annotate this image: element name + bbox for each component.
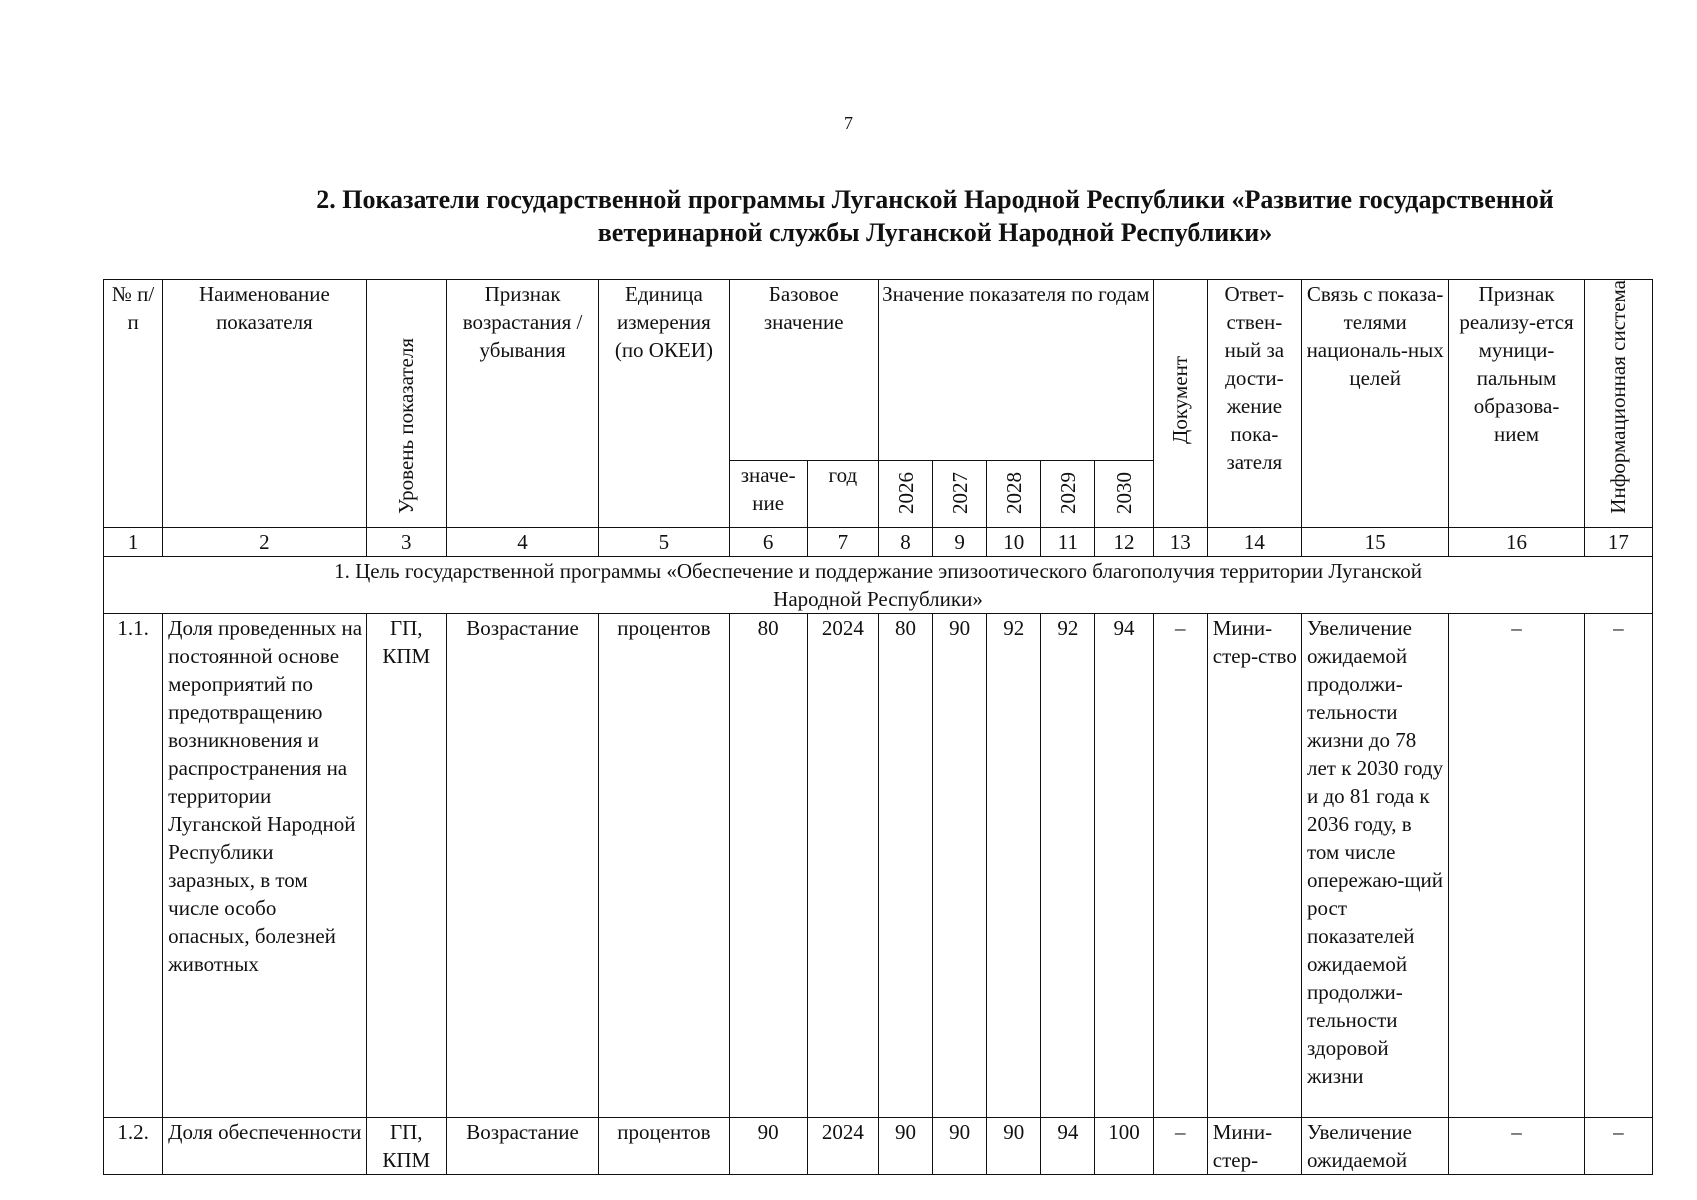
col-num: 12 bbox=[1095, 527, 1153, 556]
header-info-system bbox=[1584, 280, 1652, 528]
col-num: 15 bbox=[1301, 527, 1448, 556]
title-line-1: 2. Показатели государственной программы Луганской Народной Республики «Развитие государственной bbox=[316, 185, 1554, 214]
col-num: 1 bbox=[104, 527, 163, 556]
row-base-year: 2024 bbox=[807, 1117, 878, 1174]
indicators-table bbox=[103, 279, 1653, 1175]
row-unit: процентов bbox=[599, 1117, 729, 1174]
header-document bbox=[1153, 280, 1207, 528]
header-base-value: значе-ние bbox=[729, 460, 807, 527]
row-document: – bbox=[1153, 1117, 1207, 1174]
header-name: Наименование показателя bbox=[163, 280, 367, 528]
row-base-year: 2024 bbox=[807, 613, 878, 1117]
header-trend: Признак возрастания / убывания bbox=[446, 280, 598, 528]
year-2030-label: 2030 bbox=[1112, 471, 1137, 514]
row-document: – bbox=[1153, 613, 1207, 1117]
col-num: 11 bbox=[1041, 527, 1095, 556]
page-number: 7 bbox=[844, 113, 853, 133]
header-year-2026 bbox=[878, 460, 932, 527]
col-num: 2 bbox=[163, 527, 367, 556]
row-2029: 94 bbox=[1041, 1117, 1095, 1174]
col-num: 6 bbox=[729, 527, 807, 556]
col-num: 8 bbox=[878, 527, 932, 556]
row-base-value: 80 bbox=[729, 613, 807, 1117]
row-2026: 90 bbox=[878, 1117, 932, 1174]
row-trend: Возрастание bbox=[446, 613, 598, 1117]
header-num: № п/п bbox=[104, 280, 163, 528]
col-num: 9 bbox=[933, 527, 987, 556]
col-num: 13 bbox=[1153, 527, 1207, 556]
col-num: 16 bbox=[1449, 527, 1584, 556]
document-title bbox=[215, 183, 1655, 249]
row-name: Доля проведенных на постоянной основе мероприятий по предотвращению возникновения и распространения на территории Луганской Народной Республики заразных, в том числе особо опасных, болезней животных bbox=[163, 613, 367, 1117]
row-base-value: 90 bbox=[729, 1117, 807, 1174]
col-num: 3 bbox=[366, 527, 446, 556]
header-level bbox=[366, 280, 446, 528]
year-2028-label: 2028 bbox=[1001, 471, 1026, 514]
header-year-2028 bbox=[987, 460, 1041, 527]
row-municipal: – bbox=[1449, 1117, 1584, 1174]
header-info-system-text: Информационная система bbox=[1606, 280, 1631, 514]
row-2028: 90 bbox=[987, 1117, 1041, 1174]
row-unit: процентов bbox=[599, 613, 729, 1117]
year-2027-label: 2027 bbox=[947, 471, 972, 514]
row-info-system: – bbox=[1584, 1117, 1652, 1174]
goal-row bbox=[104, 556, 1653, 613]
header-level-text: Уровень показателя bbox=[394, 337, 419, 514]
row-num: 1.2. bbox=[104, 1117, 163, 1174]
row-info-system: – bbox=[1584, 613, 1652, 1117]
header-by-years: Значение показателя по годам bbox=[878, 280, 1153, 461]
row-2027: 90 bbox=[933, 1117, 987, 1174]
row-2027: 90 bbox=[933, 613, 987, 1117]
row-responsible: Мини-стер- bbox=[1207, 1117, 1301, 1174]
row-2026: 80 bbox=[878, 613, 932, 1117]
column-numbers-row bbox=[104, 527, 1653, 556]
row-num: 1.1. bbox=[104, 613, 163, 1117]
col-num: 4 bbox=[446, 527, 598, 556]
row-link: Увеличение ожидаемой bbox=[1301, 1117, 1448, 1174]
year-2029-label: 2029 bbox=[1055, 471, 1080, 514]
header-responsible: Ответ-ствен-ный за дости-жение пока-зателя bbox=[1207, 280, 1301, 528]
header-municipal: Признак реализу-ется муници-пальным образова-нием bbox=[1449, 280, 1584, 528]
header-year-2029 bbox=[1041, 460, 1095, 527]
col-num: 5 bbox=[599, 527, 729, 556]
row-2028: 92 bbox=[987, 613, 1041, 1117]
row-municipal: – bbox=[1449, 613, 1584, 1117]
col-num: 14 bbox=[1207, 527, 1301, 556]
row-2029: 92 bbox=[1041, 613, 1095, 1117]
header-link: Связь с показа-телями националь-ных целей bbox=[1301, 280, 1448, 528]
header-year-2030 bbox=[1095, 460, 1153, 527]
year-2026-label: 2026 bbox=[893, 471, 918, 514]
row-link: Увеличение ожидаемой продолжи-тельности жизни до 78 лет к 2030 году и до 81 года к 2036 году, в том числе опережаю-щий рост показателей ожидаемой продолжи-тельности здоровой жизни bbox=[1301, 613, 1448, 1117]
title-line-2: ветеринарной службы Луганской Народной Республики» bbox=[597, 218, 1273, 247]
header-base-year: год bbox=[807, 460, 878, 527]
row-level: ГП, КПМ bbox=[366, 613, 446, 1117]
col-num: 7 bbox=[807, 527, 878, 556]
row-2030: 94 bbox=[1095, 613, 1153, 1117]
header-unit: Единица измерения (по ОКЕИ) bbox=[599, 280, 729, 528]
goal-text: 1. Цель государственной программы «Обеспечение и поддержание эпизоотического благополучия территории Луганской Народной Республики» bbox=[104, 556, 1653, 613]
row-name: Доля обеспеченности bbox=[163, 1117, 367, 1174]
table-row bbox=[104, 1117, 1653, 1174]
table-row bbox=[104, 613, 1653, 1117]
col-num: 17 bbox=[1584, 527, 1652, 556]
header-year-2027 bbox=[933, 460, 987, 527]
header-document-text: Документ bbox=[1168, 355, 1193, 444]
row-level: ГП, КПМ bbox=[366, 1117, 446, 1174]
row-trend: Возрастание bbox=[446, 1117, 598, 1174]
header-row-1 bbox=[104, 280, 1653, 461]
row-2030: 100 bbox=[1095, 1117, 1153, 1174]
header-base: Базовое значение bbox=[729, 280, 878, 461]
row-responsible: Мини-стер-ство bbox=[1207, 613, 1301, 1117]
col-num: 10 bbox=[987, 527, 1041, 556]
